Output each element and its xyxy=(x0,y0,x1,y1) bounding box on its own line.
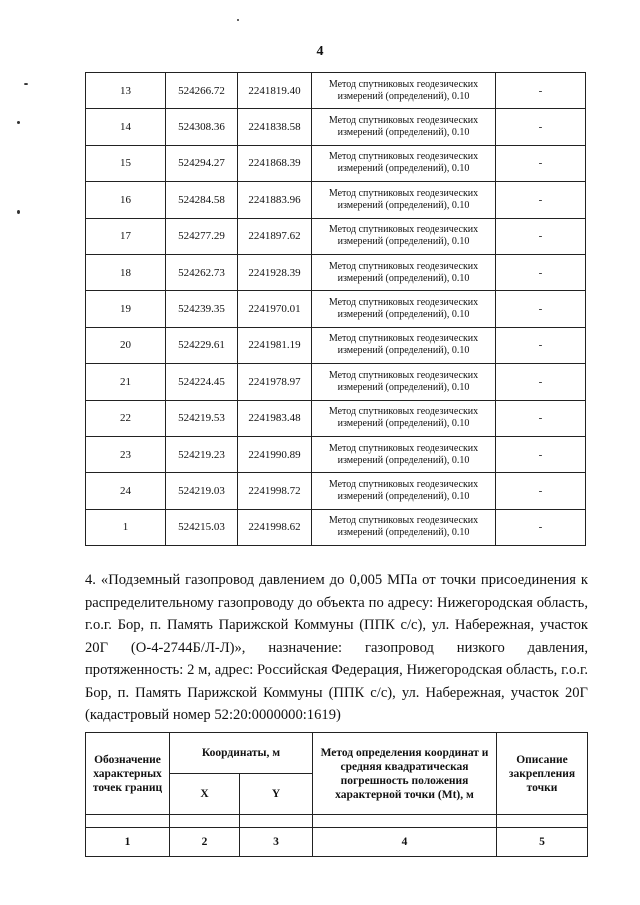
coordinates-header-table xyxy=(85,732,588,857)
cell-y: 2241998.72 xyxy=(238,473,312,509)
cell-point: 20 xyxy=(86,327,166,363)
cell-method: Метод спутниковых геодезических измерений (определений), 0.10 xyxy=(312,291,496,327)
cell-y: 2241868.39 xyxy=(238,145,312,181)
cell-method: Метод спутниковых геодезических измерений (определений), 0.10 xyxy=(312,473,496,509)
object-description-text: 4. «Подземный газопровод давлением до 0,005 МПа от точки присоединения к распределительному газопроводу до объекта по адресу: Нижегородская область, г.о.г. Бор, п. Память Парижской Коммуны (ППК с/с), ул. Набережная, участок 20Г (О-4-2744Б/Л-Л)», назначение: газопровод низкого давления, протяженность: 2 м, адрес: Российская Федерация, Нижегородская область, г.о.г. Бор, п. Память Парижской Коммуны (ППК с/с), ул. Набережная, участок 20Г (кадастровый номер 52:20:0000000:1619) xyxy=(85,572,588,723)
header-x: X xyxy=(170,774,240,815)
table-row xyxy=(86,400,586,436)
scan-mark xyxy=(17,210,20,214)
cell-y: 2241981.19 xyxy=(238,327,312,363)
coordinates-table xyxy=(85,72,586,546)
cell-description: - xyxy=(496,327,586,363)
header-spacer xyxy=(497,815,588,828)
cell-point: 1 xyxy=(86,509,166,545)
cell-description: - xyxy=(496,109,586,145)
header-y: Y xyxy=(240,774,313,815)
cell-point: 15 xyxy=(86,145,166,181)
scan-mark xyxy=(17,121,20,124)
cell-x: 524219.03 xyxy=(166,473,238,509)
cell-y: 2241998.62 xyxy=(238,509,312,545)
cell-point: 17 xyxy=(86,218,166,254)
cell-method: Метод спутниковых геодезических измерений (определений), 0.10 xyxy=(312,364,496,400)
cell-description: - xyxy=(496,473,586,509)
table-row xyxy=(86,436,586,472)
cell-point: 13 xyxy=(86,73,166,109)
cell-description: - xyxy=(496,254,586,290)
cell-method: Метод спутниковых геодезических измерений (определений), 0.10 xyxy=(312,254,496,290)
cell-y: 2241990.89 xyxy=(238,436,312,472)
table-row xyxy=(86,145,586,181)
cell-point: 24 xyxy=(86,473,166,509)
column-number-2: 2 xyxy=(170,828,240,857)
header-coordinates: Координаты, м xyxy=(170,733,313,774)
cell-point: 19 xyxy=(86,291,166,327)
cell-y: 2241819.40 xyxy=(238,73,312,109)
column-number-5: 5 xyxy=(497,828,588,857)
cell-method: Метод спутниковых геодезических измерений (определений), 0.10 xyxy=(312,218,496,254)
cell-point: 22 xyxy=(86,400,166,436)
table-row xyxy=(86,291,586,327)
cell-method: Метод спутниковых геодезических измерений (определений), 0.10 xyxy=(312,109,496,145)
header-spacer xyxy=(170,815,240,828)
table-row xyxy=(86,109,586,145)
cell-y: 2241978.97 xyxy=(238,364,312,400)
cell-description: - xyxy=(496,145,586,181)
cell-x: 524308.36 xyxy=(166,109,238,145)
cell-y: 2241838.58 xyxy=(238,109,312,145)
cell-x: 524266.72 xyxy=(166,73,238,109)
header-description: Описание закрепления точки xyxy=(497,733,588,815)
cell-method: Метод спутниковых геодезических измерений (определений), 0.10 xyxy=(312,327,496,363)
cell-method: Метод спутниковых геодезических измерений (определений), 0.10 xyxy=(312,400,496,436)
cell-x: 524224.45 xyxy=(166,364,238,400)
cell-y: 2241897.62 xyxy=(238,218,312,254)
header-spacer xyxy=(313,815,497,828)
column-number-3: 3 xyxy=(240,828,313,857)
cell-method: Метод спутниковых геодезических измерений (определений), 0.10 xyxy=(312,182,496,218)
scan-mark xyxy=(237,19,239,21)
cell-x: 524219.53 xyxy=(166,400,238,436)
table-row xyxy=(86,218,586,254)
cell-description: - xyxy=(496,291,586,327)
cell-method: Метод спутниковых геодезических измерений (определений), 0.10 xyxy=(312,436,496,472)
object-description xyxy=(85,569,588,727)
table-row xyxy=(86,327,586,363)
cell-x: 524294.27 xyxy=(166,145,238,181)
cell-x: 524239.35 xyxy=(166,291,238,327)
table-row xyxy=(86,182,586,218)
header-method: Метод определения координат и средняя квадратическая погрешность положения характерной точки (Mt), м xyxy=(313,733,497,815)
table-row xyxy=(86,254,586,290)
cell-x: 524219.23 xyxy=(166,436,238,472)
cell-description: - xyxy=(496,400,586,436)
cell-description: - xyxy=(496,218,586,254)
cell-description: - xyxy=(496,364,586,400)
cell-point: 18 xyxy=(86,254,166,290)
table-row xyxy=(86,364,586,400)
cell-y: 2241970.01 xyxy=(238,291,312,327)
cell-y: 2241883.96 xyxy=(238,182,312,218)
cell-y: 2241928.39 xyxy=(238,254,312,290)
cell-description: - xyxy=(496,436,586,472)
cell-method: Метод спутниковых геодезических измерений (определений), 0.10 xyxy=(312,145,496,181)
cell-x: 524229.61 xyxy=(166,327,238,363)
table-row xyxy=(86,509,586,545)
column-number-1: 1 xyxy=(86,828,170,857)
cell-x: 524284.58 xyxy=(166,182,238,218)
header-spacer xyxy=(86,815,170,828)
table-row xyxy=(86,473,586,509)
cell-x: 524277.29 xyxy=(166,218,238,254)
header-point-designation: Обозначение характерных точек границ xyxy=(86,733,170,815)
cell-point: 21 xyxy=(86,364,166,400)
cell-point: 16 xyxy=(86,182,166,218)
cell-x: 524262.73 xyxy=(166,254,238,290)
header-spacer xyxy=(240,815,313,828)
cell-method: Метод спутниковых геодезических измерений (определений), 0.10 xyxy=(312,73,496,109)
scan-mark xyxy=(24,83,28,85)
page-number: 4 xyxy=(316,44,324,59)
cell-point: 14 xyxy=(86,109,166,145)
cell-point: 23 xyxy=(86,436,166,472)
cell-description: - xyxy=(496,73,586,109)
cell-description: - xyxy=(496,509,586,545)
column-number-4: 4 xyxy=(313,828,497,857)
cell-x: 524215.03 xyxy=(166,509,238,545)
table-row xyxy=(86,73,586,109)
coordinates-table-body xyxy=(86,73,586,546)
cell-description: - xyxy=(496,182,586,218)
cell-y: 2241983.48 xyxy=(238,400,312,436)
cell-method: Метод спутниковых геодезических измерений (определений), 0.10 xyxy=(312,509,496,545)
